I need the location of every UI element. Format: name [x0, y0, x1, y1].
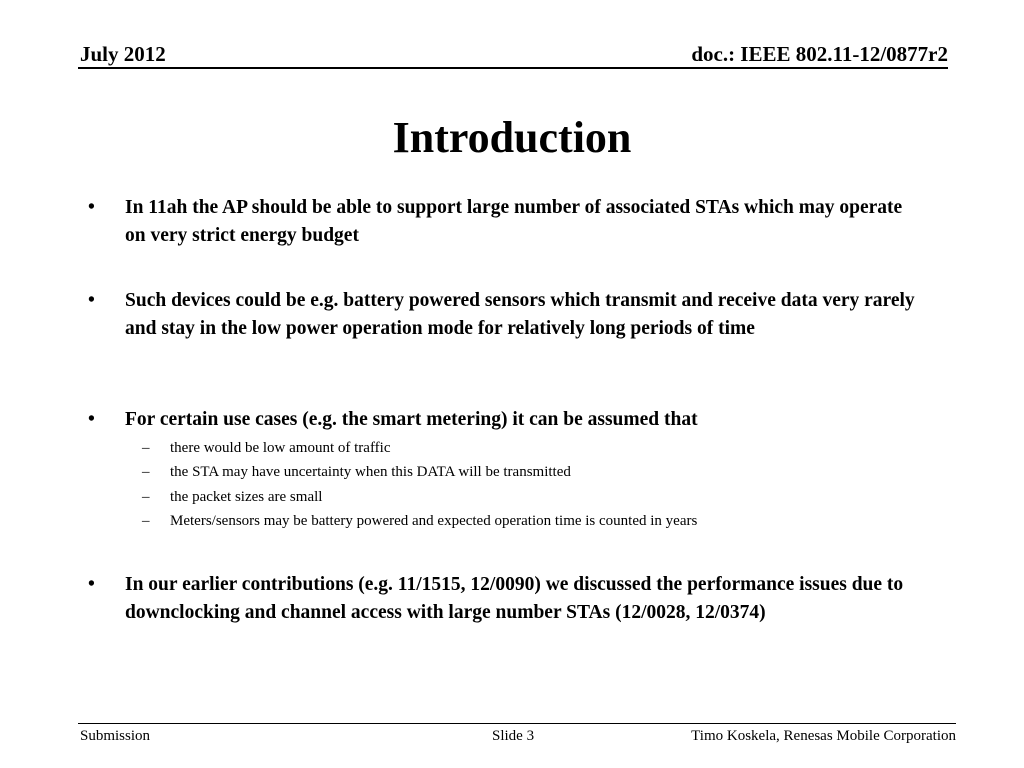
header-divider	[78, 67, 948, 69]
sub-bullet-text: the STA may have uncertainty when this DATA will be transmitted	[170, 464, 571, 480]
sub-bullet-marker: –	[142, 440, 150, 456]
bullet-item	[88, 194, 918, 250]
sub-bullet-text: the packet sizes are small	[170, 489, 323, 505]
sub-bullet-text: Meters/sensors may be battery powered and expected operation time is counted in years	[170, 513, 698, 529]
header-doc-id: doc.: IEEE 802.11-12/0877r2	[691, 42, 948, 66]
bullet-item	[88, 287, 918, 343]
bullet-item	[88, 406, 918, 434]
sub-bullet-item	[142, 438, 391, 458]
footer-divider	[78, 723, 956, 724]
bullet-marker: •	[88, 197, 95, 218]
sub-bullet-item	[142, 462, 571, 482]
bullet-text: Such devices could be e.g. battery powered sensors which transmit and receive data very rarely and stay in the low power operation mode for relatively long periods of time	[125, 290, 915, 339]
sub-bullet-marker: –	[142, 464, 150, 480]
header-date: July 2012	[80, 42, 166, 66]
sub-bullet-item	[142, 511, 697, 531]
bullet-text: In our earlier contributions (e.g. 11/1515, 12/0090) we discussed the performance issues due to downclocking and channel access with large number STAs (12/0028, 12/0374)	[125, 574, 904, 623]
bullet-marker: •	[88, 574, 95, 595]
bullet-marker: •	[88, 290, 95, 311]
bullet-text: For certain use cases (e.g. the smart metering) it can be assumed that	[125, 409, 698, 430]
footer-submission: Submission	[80, 728, 151, 744]
sub-bullet-text: there would be low amount of traffic	[170, 440, 391, 456]
sub-bullet-item	[142, 487, 322, 507]
slide-title: Introduction	[392, 113, 632, 162]
bullet-marker: •	[88, 409, 95, 430]
sub-bullet-marker: –	[142, 489, 150, 505]
bullet-text: In 11ah the AP should be able to support large number of associated STAs which may operate on very strict energy budget	[125, 197, 903, 246]
bullet-item	[88, 571, 918, 627]
footer-author: Timo Koskela, Renesas Mobile Corporation	[691, 728, 956, 744]
sub-bullet-marker: –	[142, 513, 150, 529]
footer-slide-number: Slide 3	[492, 728, 535, 744]
